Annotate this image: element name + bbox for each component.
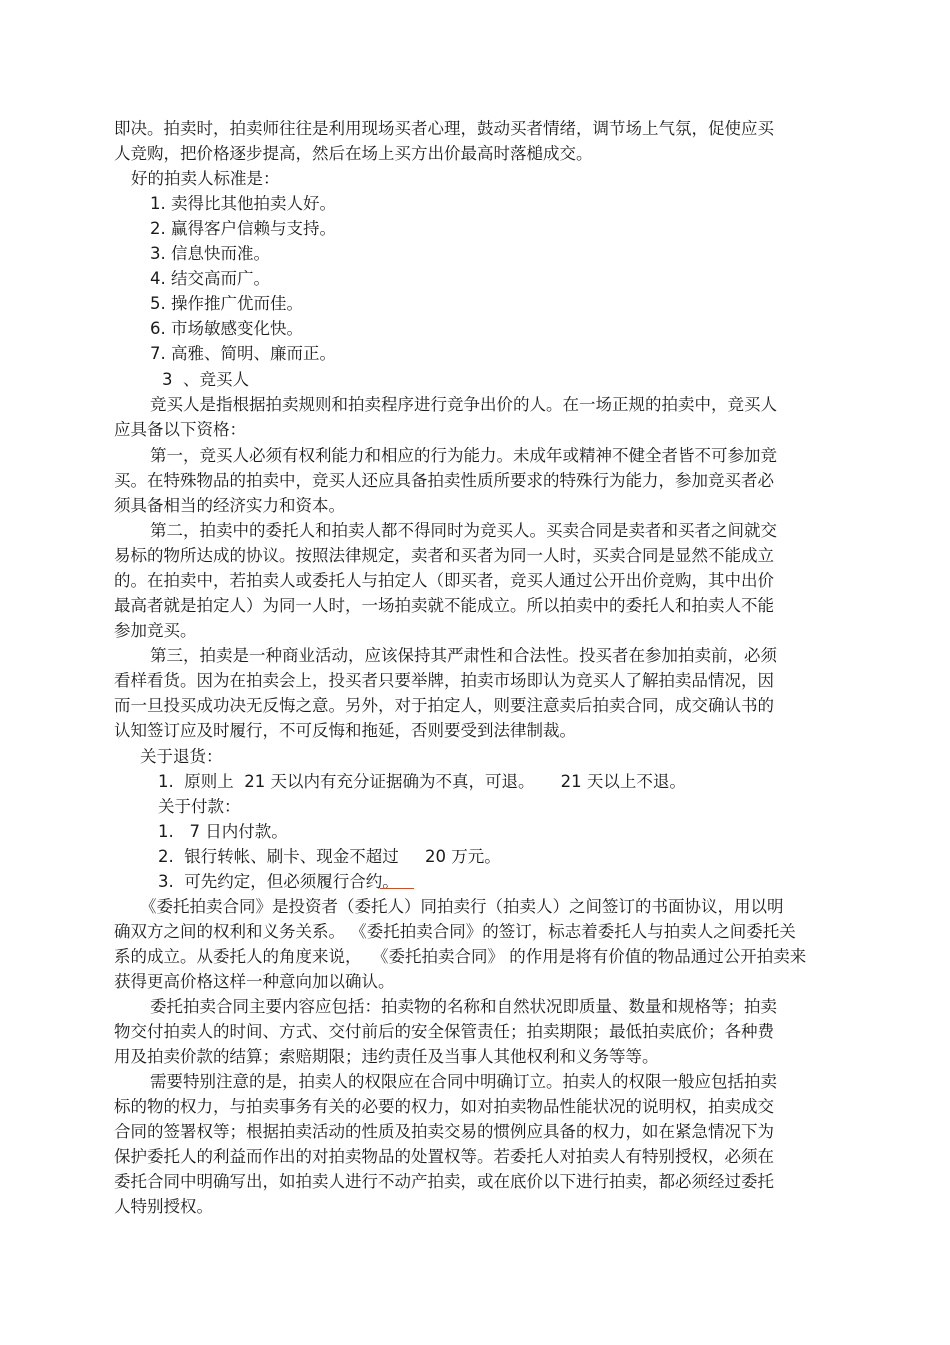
text-line: 第一，竞买人必须有权利能力和相应的行为能力。未成年或精神不健全者皆不可参加竞 [150, 446, 777, 465]
text-line: 合同的签署权等；根据拍卖活动的性质及拍卖交易的惯例应具备的权力，如在紧急情况下为 [114, 1122, 774, 1141]
list-item: 3. 可先约定，但必须履行合约。 [158, 872, 399, 891]
text-line: 人竞购，把价格逐步提高，然后在场上买方出价最高时落槌成交。 [114, 144, 593, 163]
text-line: 看样看货。因为在拍卖会上，投买者只要举牌，拍卖市场即认为竞买人了解拍卖品情况，因 [114, 671, 774, 690]
list-item: 2. 银行转帐、刷卡、现金不超过 20 万元。 [158, 847, 501, 866]
text-line: 物交付拍卖人的时间、方式、交付前后的安全保管责任；拍卖期限；最低拍卖底价；各种费 [114, 1022, 774, 1041]
list-item: 1. 卖得比其他拍卖人好。 [150, 194, 336, 213]
text-line: 需要特别注意的是，拍卖人的权限应在合同中明确订立。拍卖人的权限一般应包括拍卖 [150, 1072, 777, 1091]
list-item: 3. 信息快而准。 [150, 244, 270, 263]
text-line: 买。在特殊物品的拍卖中，竞买人还应具备拍卖性质所要求的特殊行为能力，参加竞买者必 [114, 471, 774, 490]
list-item: 1. 原则上 21 天以内有充分证据确为不真，可退。 21 天以上不退。 [158, 772, 686, 791]
text-line: 易标的物所达成的协议。按照法律规定，卖者和买者为同一人时，买卖合同是显然不能成立 [114, 546, 774, 565]
list-item: 5. 操作推广优而佳。 [150, 294, 303, 313]
text-line: 第二，拍卖中的委托人和拍卖人都不得同时为竞买人。买卖合同是卖者和买者之间就交 [150, 521, 777, 540]
text-line: 标的物的权力，与拍卖事务有关的必要的权力，如对拍卖物品性能状况的说明权，拍卖成交 [114, 1097, 774, 1116]
text-line: 而一旦投买成功决无反悔之意。另外，对于拍定人，则要注意卖后拍卖合同，成交确认书的 [114, 696, 774, 715]
text-line: 委托合同中明确写出，如拍卖人进行不动产拍卖，或在底价以下进行拍卖，都必须经过委托 [114, 1172, 774, 1191]
text-line: 人特别授权。 [114, 1197, 213, 1216]
list-item: 1. 7 日内付款。 [158, 822, 288, 841]
text-line: 好的拍卖人标准是： [131, 169, 280, 188]
text-line: 用及拍卖价款的结算；索赔期限；违约责任及当事人其他权利和义务等等。 [114, 1047, 659, 1066]
list-item: 7. 高雅、简明、廉而正。 [150, 344, 336, 363]
list-item: 2. 赢得客户信赖与支持。 [150, 219, 336, 238]
text-line: 确双方之间的权利和义务关系。 《委托拍卖合同》的签订，标志着委托人与拍卖人之间委托关 [114, 922, 796, 941]
list-item: 4. 结交高而广。 [150, 269, 270, 288]
text-line: 第三，拍卖是一种商业活动，应该保持其严肃性和合法性。投买者在参加拍卖前，必须 [150, 646, 777, 665]
text-line: 的。在拍卖中，若拍卖人或委托人与拍定人（即买者，竞买人通过公开出价竞购，其中出价 [114, 571, 774, 590]
text-line: 系的成立。从委托人的角度来说， 《委托拍卖合同》 的作用是将有价值的物品通过公开拍卖来 [114, 947, 807, 966]
section-heading: 3 、竞买人 [162, 370, 249, 389]
text-line: 委托拍卖合同主要内容应包括：拍卖物的名称和自然状况即质量、数量和规格等；拍卖 [150, 997, 777, 1016]
text-line: 最高者就是拍定人）为同一人时，一场拍卖就不能成立。所以拍卖中的委托人和拍卖人不能 [114, 596, 774, 615]
text-line: 应具备以下资格： [114, 420, 246, 439]
text-line: 关于退货： [140, 747, 223, 766]
text-line: 获得更高价格这样一种意向加以确认。 [114, 972, 395, 991]
text-line: 保护委托人的利益而作出的对拍卖物品的处置权等。若委托人对拍卖人有特别授权，必须在 [114, 1147, 774, 1166]
text-line: 认知签订应及时履行，不可反悔和拖延，否则要受到法律制裁。 [114, 721, 576, 740]
text-line: 竞买人是指根据拍卖规则和拍卖程序进行竞争出价的人。在一场正规的拍卖中，竞买人 [150, 395, 777, 414]
text-line: 须具备相当的经济实力和资本。 [114, 496, 345, 515]
text-line: 即决。拍卖时，拍卖师往往是利用现场买者心理，鼓动买者情绪，调节场上气氛，促使应买 [114, 119, 774, 138]
text-line: 《委托拍卖合同》是投资者（委托人）同拍卖行（拍卖人）之间签订的书面协议，用以明 [140, 897, 784, 916]
list-item: 6. 市场敏感变化快。 [150, 319, 303, 338]
spellcheck-underline [380, 888, 414, 889]
text-line: 关于付款： [158, 797, 241, 816]
text-line: 参加竞买。 [114, 621, 197, 640]
